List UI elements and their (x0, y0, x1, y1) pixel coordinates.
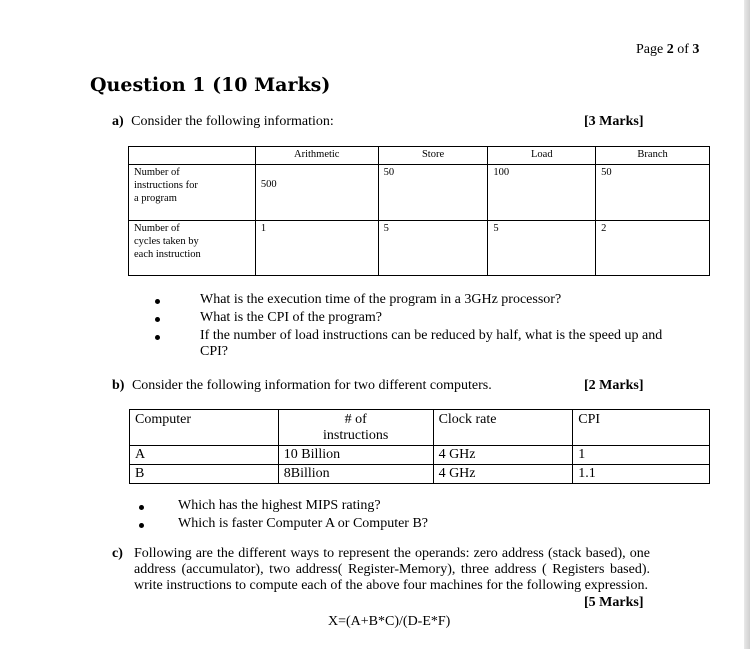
bullet-icon (155, 317, 160, 322)
table-cell: 1.1 (573, 465, 710, 484)
header-cell: CPI (573, 410, 710, 446)
table-cell: 5 (488, 221, 596, 276)
header-cell: Clock rate (433, 410, 573, 446)
table-row (129, 221, 710, 276)
computers-table (129, 409, 710, 484)
list-item: What is the CPI of the program? (200, 310, 670, 326)
instruction-mix-table (128, 146, 710, 276)
table-cell: 4 GHz (433, 446, 573, 465)
part-b-questions (178, 498, 578, 532)
expression: X=(A+B*C)/(D-E*F) (328, 614, 451, 629)
bullet-icon (139, 505, 144, 510)
header-cell: # of instructions (278, 410, 433, 446)
table-header-row (129, 147, 710, 165)
part-c-marks: [5 Marks] (584, 595, 644, 610)
row-label: Number of cycles taken by each instruction (129, 221, 256, 276)
header-cell: Store (378, 147, 488, 165)
part-a-questions (200, 292, 670, 360)
table-cell: 50 (596, 165, 710, 221)
list-item: Which is faster Computer A or Computer B? (178, 516, 578, 532)
part-a-heading: a) Consider the following information: (112, 114, 334, 129)
table-row (130, 446, 710, 465)
table-cell: 8Billion (278, 465, 433, 484)
part-c-label: c) (112, 546, 123, 561)
table-row (130, 465, 710, 484)
page-edge (744, 0, 750, 649)
header-cell: Branch (596, 147, 710, 165)
question-title: Question 1 (10 Marks) (90, 74, 331, 96)
table-cell: 2 (596, 221, 710, 276)
bullet-icon (139, 523, 144, 528)
table-cell: 50 (378, 165, 488, 221)
table-header-row (130, 410, 710, 446)
part-c-text: Following are the different ways to represent the operands: zero address (stack based), one address (accumulator), two address( Register-Memory), three address ( Registers based). write instructions to compute each of the above four machines for the following expression. (134, 546, 650, 593)
table-cell: A (130, 446, 279, 465)
table-cell: 1 (255, 221, 378, 276)
list-item: What is the execution time of the program in a 3GHz processor? (200, 292, 670, 308)
table-row (129, 165, 710, 221)
header-cell: Arithmetic (255, 147, 378, 165)
header-cell: Computer (130, 410, 279, 446)
table-cell: 10 Billion (278, 446, 433, 465)
table-cell: 4 GHz (433, 465, 573, 484)
part-b-marks: [2 Marks] (584, 378, 644, 393)
part-a-marks: [3 Marks] (584, 114, 644, 129)
list-item: If the number of load instructions can be reduced by half, what is the speed up and CPI? (200, 328, 670, 360)
table-cell: 5 (378, 221, 488, 276)
table-cell: B (130, 465, 279, 484)
header-cell (129, 147, 256, 165)
bullet-icon (155, 335, 160, 340)
bullet-icon (155, 299, 160, 304)
header-cell: Load (488, 147, 596, 165)
row-label: Number of instructions for a program (129, 165, 256, 221)
table-cell: 500 (255, 165, 378, 221)
page-number: Page 2 of 3 (636, 42, 700, 57)
part-b-heading: b) Consider the following information for two different computers. (112, 378, 492, 393)
list-item: Which has the highest MIPS rating? (178, 498, 578, 514)
table-cell: 100 (488, 165, 596, 221)
table-cell: 1 (573, 446, 710, 465)
